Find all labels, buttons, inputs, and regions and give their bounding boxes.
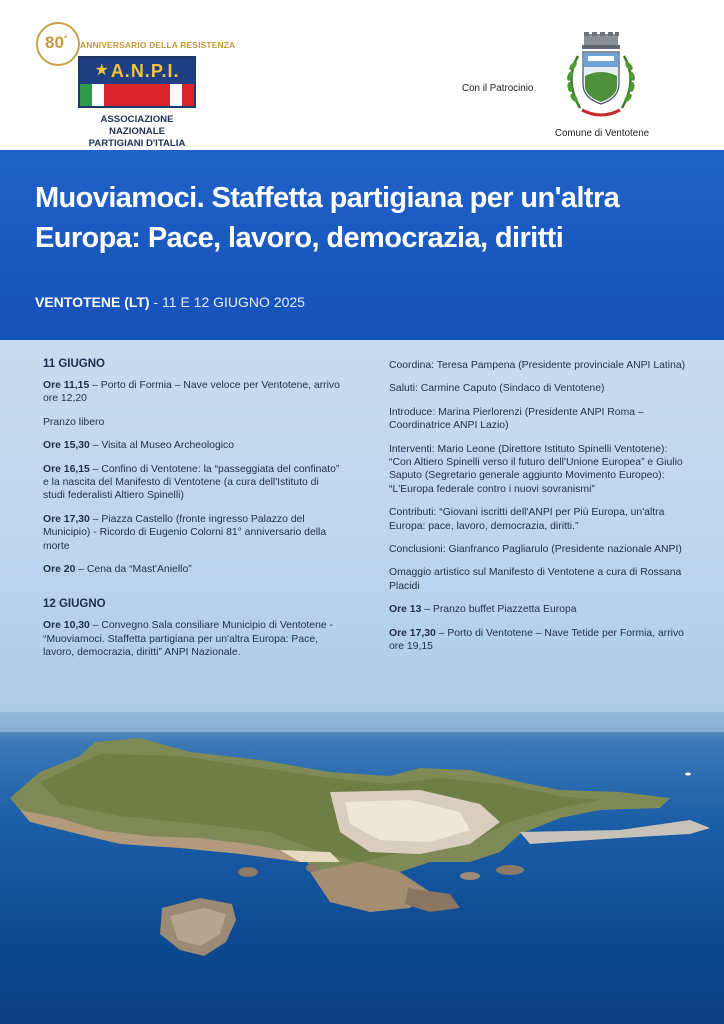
day-label-11: 11 GIUGNO (43, 358, 105, 370)
program-item (389, 359, 689, 372)
program-item-text: Omaggio artistico sul Manifesto di Ventotene a cura di Rossana Placidi (389, 567, 682, 592)
event-title-line1: Muoviamoci. Staffetta partigiana per un'altra (35, 182, 620, 214)
program-item-text: – Convegno Sala consiliare Municipio di Ventotene - “Muoviamoci. Staffetta partigiana per un'altra Europa: Pace, lavoro, democrazia, diritti” ANPI Nazionale. (43, 620, 333, 659)
program-item-text: Contributi: “Giovani iscritti dell'ANPI per Più Europa, un'altra Europa: pace, lavoro, democrazia, diritti.” (389, 507, 665, 532)
program-item-text: – Pranzo buffet Piazzetta Europa (421, 604, 577, 616)
flag-stripe-green (80, 84, 92, 106)
program-item (43, 463, 343, 503)
program-item-text: Coordina: Teresa Pampena (Presidente provinciale ANPI Latina) (389, 360, 686, 371)
anpi-badge-top (80, 58, 194, 84)
title-band (0, 150, 724, 340)
header (0, 0, 724, 150)
flag-stripe-red-2 (182, 84, 194, 106)
program-item-time: Ore 11,15 (43, 380, 90, 391)
star-icon: ★ (94, 62, 109, 79)
program-item-time: Ore 20 (43, 564, 76, 576)
event-dates: - 11 E 12 GIUGNO 2025 (149, 294, 305, 310)
program-item (389, 566, 689, 593)
program-item (389, 603, 689, 616)
flag-stripe-white (92, 84, 104, 106)
program-item (43, 563, 343, 576)
program-item-text: – Confino di Ventotene: la “passeggiata del confinato” e la nascita del Manifesto di Ventotene (a cura dell'Istituto di studi federalisti Altiero Spinelli) (43, 463, 340, 502)
day-label-12: 12 GIUGNO (43, 598, 106, 611)
program-item-time: Ore 10,30 (43, 620, 90, 632)
patrocinio-label: Con il Patrocinio (462, 83, 534, 94)
program-item-text: Saluti: Carmine Caputo (Sindaco di Ventotene) (389, 383, 605, 395)
event-place: VENTOTENE (LT) (35, 294, 150, 310)
program-item-time: Ore 16,15 (43, 463, 90, 475)
program-item-time: Ore 17,30 (43, 513, 90, 525)
program-right-column (389, 359, 689, 664)
program-item (389, 406, 689, 433)
program-item (389, 627, 689, 654)
day2-list (43, 619, 343, 659)
program-item (43, 416, 343, 429)
program-left-column (43, 358, 343, 670)
program-item (389, 543, 689, 556)
event-title (35, 178, 705, 258)
program-item-time: Ore 15,30 (43, 440, 90, 452)
program-item (43, 439, 343, 452)
anniversary-text: ANNIVERSARIO DELLA RESISTENZA (80, 40, 236, 50)
comune-emblem-icon (558, 32, 644, 124)
program-item (43, 619, 343, 659)
anniversary-number: 80° (45, 33, 68, 52)
event-subtitle (35, 294, 305, 310)
flag-stripe-red (104, 84, 170, 106)
program-item (43, 379, 343, 406)
anpi-name (74, 114, 200, 150)
program-item (389, 506, 689, 533)
anpi-name-line1: ASSOCIAZIONE NAZIONALE (100, 114, 174, 137)
program-item-text: Interventi: Mario Leone (Direttore Istituto Spinelli Ventotene): “Con Altiero Spinelli verso il futuro dell'Unione Europea” e Giulio Saputo (Segretario generale aggiunto Movimento Europeo): “L'Europa federale contro i nuovi sovranismi” (389, 443, 683, 495)
flag-stripe-white-2 (170, 84, 182, 106)
program-item-text: – Visita al Museo Archeologico (89, 440, 235, 452)
program-item-time: Ore 17,30 (389, 627, 436, 639)
island-aerial-photo (0, 712, 724, 1024)
program-item (389, 382, 689, 395)
day1-list (43, 379, 343, 576)
event-title-line2: Europa: Pace, lavoro, democrazia, diritti (35, 222, 564, 254)
program-item-text: Pranzo libero (43, 416, 105, 428)
program-item-text: – Porto di Ventotene – Nave Tetide per Formia, arrivo ore 19,15 (389, 627, 684, 653)
program-item-text: Conclusioni: Gianfranco Pagliarulo (Presidente nazionale ANPI) (389, 544, 682, 556)
program-item (389, 443, 689, 497)
program-item-time: Ore 13 (389, 604, 422, 616)
program-section (0, 340, 724, 712)
right-list (389, 359, 689, 654)
anpi-logo (36, 22, 236, 149)
program-item-text: Introduce: Marina Pierlorenzi (Presidente ANPI Roma – Coordinatrice ANPI Lazio) (389, 406, 644, 432)
anpi-name-line2: PARTIGIANI D'ITALIA (88, 138, 186, 149)
program-item (43, 513, 343, 553)
anpi-letters: A.N.P.I. (110, 60, 180, 81)
anpi-badge (78, 56, 196, 108)
program-item-text: – Porto di Formia – Nave veloce per Ventotene, arrivo ore 12,20 (43, 380, 340, 405)
comune-label: Comune di Ventotene (554, 128, 650, 139)
program-item-text: – Piazza Castello (fronte ingresso Palazzo del Municipio) - Ricordo di Eugenio Colorni 81° anniversario della morte (43, 513, 327, 552)
program-item-text: – Cena da “Mast'Aniello” (75, 564, 192, 576)
